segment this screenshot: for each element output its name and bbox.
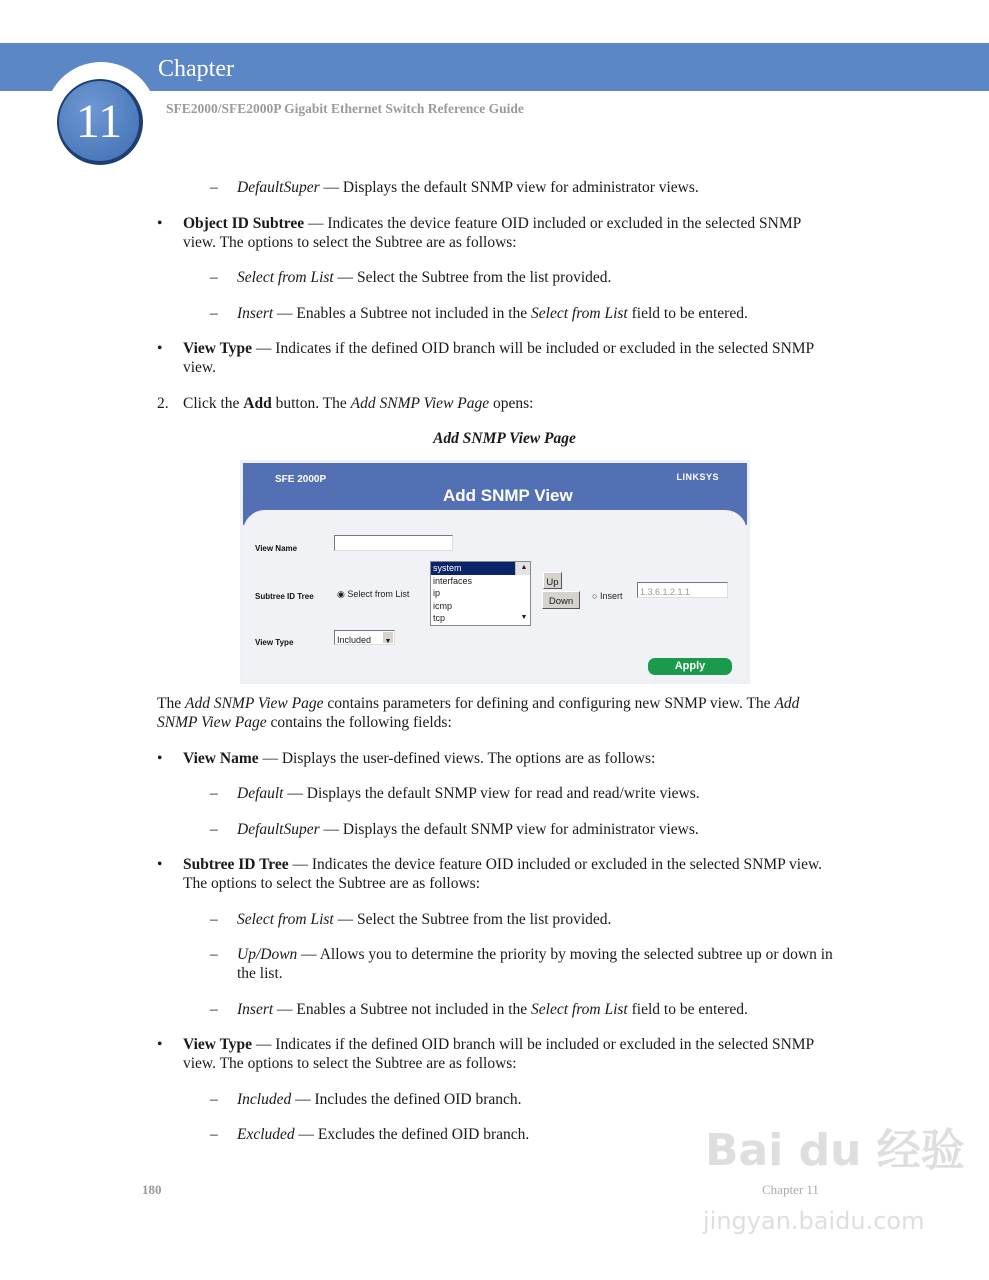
list-marker: –	[210, 179, 218, 196]
term: Subtree ID Tree	[183, 856, 289, 873]
listbox-scrollbar[interactable]	[515, 562, 530, 621]
text: — Indicates if the defined OID branch will be included or excluded in the selected SNMP view. The options to select the Subtree are as follows:	[183, 1036, 814, 1072]
list-item[interactable]: system	[431, 562, 530, 575]
emphasis: Excluded	[237, 1126, 295, 1143]
scroll-down-arrow-icon[interactable]: ▼	[520, 614, 528, 621]
text: — Indicates if the defined OID branch will be included or excluded in the selected SNMP view.	[183, 340, 814, 376]
bullet-item	[157, 339, 837, 377]
text: contains the following fields:	[266, 714, 452, 731]
term: Add	[243, 394, 272, 412]
sub-item	[157, 784, 837, 803]
list-marker: –	[210, 1126, 218, 1143]
list-marker: •	[157, 749, 163, 767]
text: Click the	[183, 394, 244, 412]
term: View Name	[183, 749, 259, 767]
sub-item	[157, 1090, 837, 1109]
bullet-item	[157, 749, 837, 768]
view-type-select[interactable]	[334, 630, 395, 645]
emphasis: Add SNMP View Page	[350, 394, 490, 412]
emphasis: Select from List	[531, 1000, 628, 1018]
text: — Enables a Subtree not included in the	[273, 304, 532, 322]
list-marker: 2.	[157, 394, 169, 412]
view-type-label: View Type	[255, 638, 294, 647]
text: field to be entered.	[627, 1000, 748, 1018]
text: — Select the Subtree from the list provided.	[333, 910, 612, 928]
text: — Allows you to determine the priority by moving the selected subtree up or down in the list.	[237, 946, 833, 982]
chapter-header-bar	[0, 43, 989, 91]
chapter-label: Chapter	[158, 56, 234, 82]
insert-radio[interactable]: ○ Insert	[592, 591, 623, 601]
text: — Indicates the device feature OID included or excluded in the selected SNMP view. The options to select the Subtree are as follows:	[183, 214, 801, 251]
screenshot-title: Add SNMP View	[443, 486, 573, 505]
bullet-item	[157, 1035, 837, 1073]
term: Object ID Subtree	[183, 214, 305, 232]
emphasis: Add SNMP View Page	[157, 695, 800, 731]
sub-item	[157, 304, 837, 323]
emphasis: Select from List	[237, 910, 334, 928]
chapter-number-badge: 11	[57, 79, 143, 165]
apply-button[interactable]: Apply	[648, 658, 732, 675]
text: — Displays the default SNMP view for administrator views.	[319, 179, 699, 196]
list-marker: –	[210, 946, 218, 963]
emphasis: Select from List	[531, 304, 628, 322]
linksys-logo: LINKSYS	[676, 472, 719, 482]
insert-oid-input[interactable]: 1.3.6.1.2.1.1	[637, 582, 728, 598]
page-number: 180	[142, 1182, 162, 1197]
text: button. The	[271, 394, 351, 412]
list-marker: –	[210, 785, 218, 802]
view-type-value: Included	[337, 635, 372, 645]
sub-item	[157, 268, 837, 287]
list-marker: –	[210, 269, 218, 286]
guide-title: SFE2000/SFE2000P Gigabit Ethernet Switch Reference Guide	[166, 101, 524, 116]
subtree-listbox[interactable]	[430, 561, 531, 626]
emphasis: Insert	[237, 1000, 274, 1018]
bullet-item	[157, 394, 837, 413]
emphasis: Select from List	[237, 269, 334, 286]
text: — Enables a Subtree not included in the	[273, 1000, 532, 1018]
bullet-item	[157, 214, 837, 252]
sub-item	[157, 820, 837, 839]
add-snmp-view-screenshot	[240, 460, 750, 684]
text: — Excludes the defined OID branch.	[294, 1126, 530, 1143]
list-item[interactable]: icmp	[433, 600, 453, 611]
baidu-watermark-logo: Bai du 经验	[705, 1125, 965, 1176]
down-button[interactable]: Down	[542, 591, 580, 609]
sub-item	[157, 945, 837, 983]
list-marker: –	[210, 1090, 218, 1108]
list-item[interactable]: ip	[433, 588, 441, 598]
sub-item	[157, 1000, 837, 1019]
subtree-label: Subtree ID Tree	[255, 592, 314, 601]
term: View Type	[183, 340, 253, 357]
sub-item	[157, 178, 837, 197]
list-marker: •	[157, 340, 163, 357]
emphasis: Up/Down	[237, 946, 298, 963]
device-model: SFE 2000P	[275, 474, 327, 485]
scroll-up-arrow-icon[interactable]: ▲	[520, 564, 528, 571]
dropdown-arrow-icon[interactable]: ▼	[383, 632, 393, 643]
list-marker: –	[210, 910, 218, 928]
emphasis: Add SNMP View Page	[184, 695, 324, 712]
text: field to be entered.	[627, 304, 748, 322]
footer-chapter: Chapter 11	[762, 1182, 819, 1197]
list-marker: •	[157, 214, 163, 232]
emphasis: DefaultSuper	[237, 179, 320, 196]
list-marker: •	[157, 1036, 163, 1053]
text: — Displays the default SNMP view for administrator views.	[319, 820, 699, 838]
insert-label: Insert	[599, 591, 623, 601]
paragraph	[157, 694, 837, 732]
up-button[interactable]: Up	[543, 572, 562, 589]
emphasis: Insert	[237, 304, 274, 322]
emphasis: DefaultSuper	[237, 820, 320, 838]
list-marker: –	[210, 304, 218, 322]
text: — Select the Subtree from the list provided.	[333, 269, 612, 286]
emphasis: Default	[237, 785, 284, 802]
text: contains parameters for defining and configuring new SNMP view. The	[323, 695, 775, 712]
figure-caption: Add SNMP View Page	[433, 430, 576, 447]
list-item[interactable]: tcp	[433, 613, 446, 623]
text: — Displays the default SNMP view for read and read/write views.	[283, 785, 700, 802]
view-name-input[interactable]	[334, 535, 453, 551]
text: opens:	[489, 394, 534, 412]
sub-item	[157, 910, 837, 929]
text: — Includes the defined OID branch.	[291, 1090, 522, 1108]
term: View Type	[183, 1036, 253, 1053]
list-item[interactable]: interfaces	[433, 575, 473, 586]
select-from-list-radio[interactable]: ◉ Select from List	[337, 589, 410, 599]
bullet-item	[157, 855, 837, 893]
list-marker: •	[157, 856, 163, 873]
view-name-label: View Name	[255, 544, 298, 553]
select-from-list-label: Select from List	[347, 589, 410, 599]
list-marker: –	[210, 1000, 218, 1018]
list-marker: –	[210, 820, 218, 838]
page-body	[157, 178, 837, 1161]
emphasis: Included	[237, 1090, 292, 1108]
text: The	[157, 695, 185, 712]
text: — Indicates the device feature OID included or excluded in the selected SNMP view. The options to select the Subtree are as follows:	[183, 856, 823, 892]
text: — Displays the user-defined views. The options are as follows:	[258, 749, 656, 767]
baidu-watermark-url: jingyan.baidu.com	[703, 1207, 925, 1235]
